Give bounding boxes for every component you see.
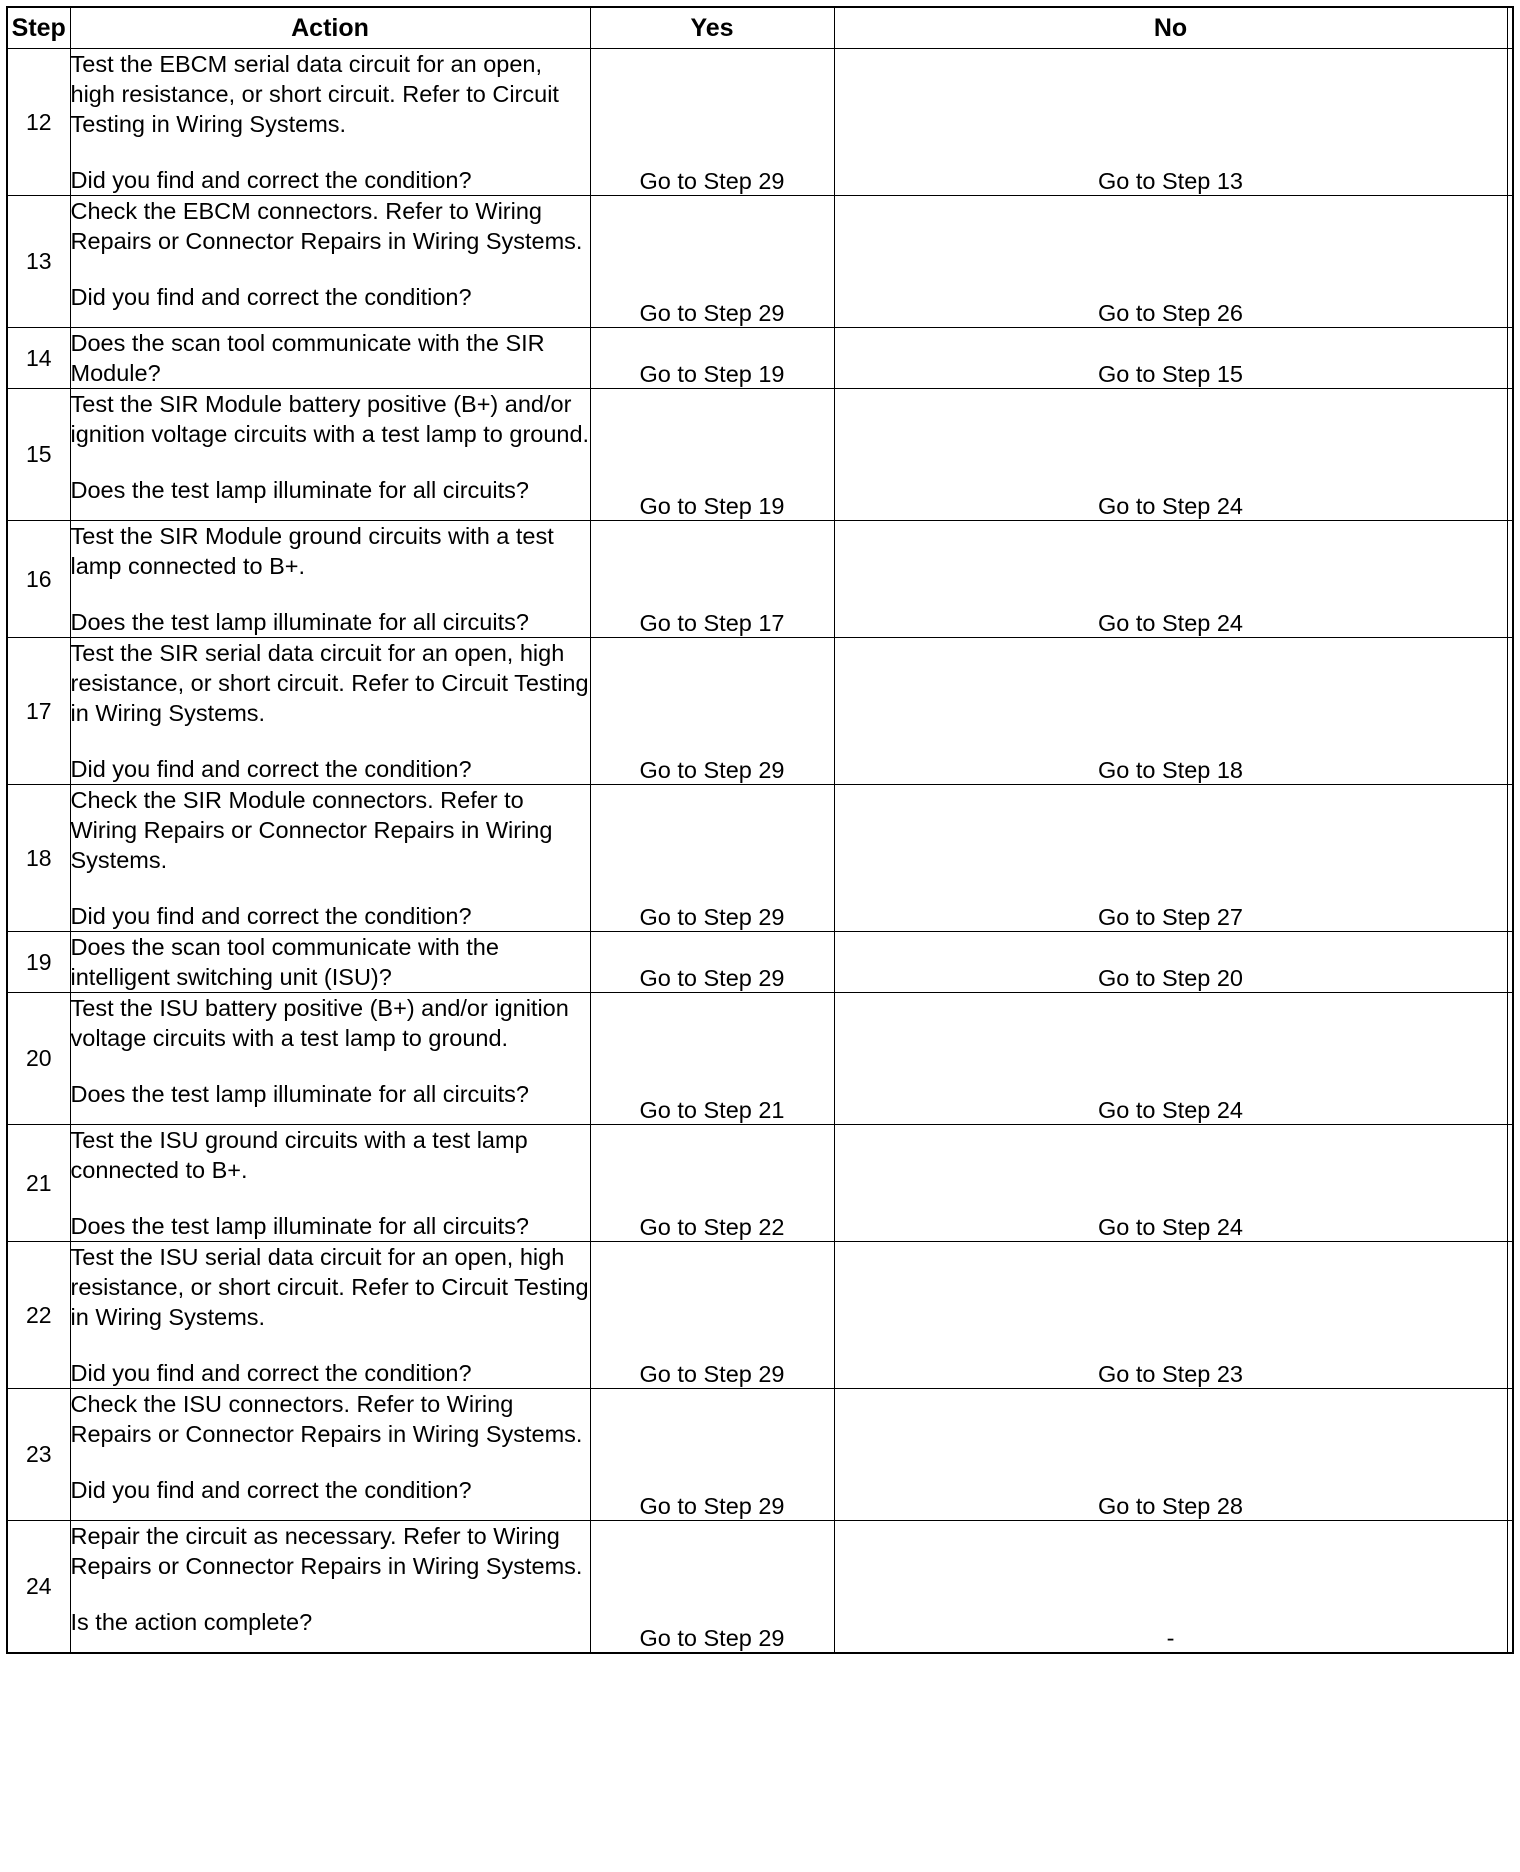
step-number: 18 <box>7 785 70 932</box>
diagnostic-table <box>6 6 1514 1654</box>
table-row <box>7 1242 1513 1389</box>
no-result: Go to Step 26 <box>834 196 1507 328</box>
action-text: Test the EBCM serial data circuit for an open, high resistance, or short circuit. Refer to Circuit Testing in Wiring Systems. <box>70 51 559 137</box>
action-question: Does the test lamp illuminate for all circuits? <box>70 1081 529 1107</box>
header-tail <box>1507 7 1513 49</box>
action-question: Did you find and correct the condition? <box>70 167 472 193</box>
step-number: 23 <box>7 1389 70 1521</box>
step-number: 13 <box>7 196 70 328</box>
yes-result: Go to Step 29 <box>590 638 834 785</box>
step-number: 12 <box>7 49 70 196</box>
action-cell <box>70 785 590 932</box>
action-question: Does the test lamp illuminate for all circuits? <box>70 1213 529 1239</box>
row-tail <box>1507 638 1513 785</box>
diagnostic-table-container <box>6 6 1514 1654</box>
no-result: Go to Step 28 <box>834 1389 1507 1521</box>
no-result: - <box>834 1521 1507 1653</box>
no-result: Go to Step 24 <box>834 993 1507 1125</box>
yes-result: Go to Step 19 <box>590 389 834 521</box>
no-result: Go to Step 24 <box>834 1125 1507 1242</box>
row-tail <box>1507 932 1513 993</box>
table-row <box>7 521 1513 638</box>
no-result: Go to Step 27 <box>834 785 1507 932</box>
yes-result: Go to Step 22 <box>590 1125 834 1242</box>
yes-result: Go to Step 21 <box>590 993 834 1125</box>
row-tail <box>1507 1521 1513 1653</box>
action-question: Does the scan tool communicate with the intelligent switching unit (ISU)? <box>70 934 499 990</box>
table-row <box>7 785 1513 932</box>
step-number: 22 <box>7 1242 70 1389</box>
step-number: 21 <box>7 1125 70 1242</box>
table-row <box>7 389 1513 521</box>
action-text: Repair the circuit as necessary. Refer to Wiring Repairs or Connector Repairs in Wiring Systems. <box>70 1523 583 1579</box>
yes-result: Go to Step 29 <box>590 1242 834 1389</box>
action-text: Test the ISU ground circuits with a test lamp connected to B+. <box>70 1127 528 1183</box>
header-action: Action <box>70 7 590 49</box>
yes-result: Go to Step 29 <box>590 49 834 196</box>
action-cell <box>70 1389 590 1521</box>
row-tail <box>1507 1125 1513 1242</box>
action-cell <box>70 1242 590 1389</box>
action-question: Does the scan tool communicate with the SIR Module? <box>70 330 545 386</box>
table-row <box>7 1389 1513 1521</box>
table-row <box>7 932 1513 993</box>
action-question: Did you find and correct the condition? <box>70 284 472 310</box>
step-number: 15 <box>7 389 70 521</box>
row-tail <box>1507 49 1513 196</box>
yes-result: Go to Step 29 <box>590 1389 834 1521</box>
action-text: Test the SIR Module ground circuits with a test lamp connected to B+. <box>70 523 554 579</box>
action-text: Check the EBCM connectors. Refer to Wiring Repairs or Connector Repairs in Wiring Systems. <box>70 198 583 254</box>
row-tail <box>1507 1389 1513 1521</box>
row-tail <box>1507 389 1513 521</box>
table-row <box>7 328 1513 389</box>
row-tail <box>1507 328 1513 389</box>
row-tail <box>1507 196 1513 328</box>
header-step: Step <box>7 7 70 49</box>
no-result: Go to Step 18 <box>834 638 1507 785</box>
table-row <box>7 638 1513 785</box>
yes-result: Go to Step 29 <box>590 932 834 993</box>
action-question: Did you find and correct the condition? <box>70 1477 472 1503</box>
action-question: Does the test lamp illuminate for all circuits? <box>70 609 529 635</box>
action-text: Check the SIR Module connectors. Refer to Wiring Repairs or Connector Repairs in Wiring Systems. <box>70 787 553 873</box>
yes-result: Go to Step 29 <box>590 1521 834 1653</box>
table-row <box>7 196 1513 328</box>
table-row <box>7 1125 1513 1242</box>
action-question: Does the test lamp illuminate for all circuits? <box>70 477 529 503</box>
no-result: Go to Step 13 <box>834 49 1507 196</box>
action-cell <box>70 328 590 389</box>
yes-result: Go to Step 29 <box>590 785 834 932</box>
table-header-row <box>7 7 1513 49</box>
action-question: Did you find and correct the condition? <box>70 903 472 929</box>
no-result: Go to Step 15 <box>834 328 1507 389</box>
no-result: Go to Step 23 <box>834 1242 1507 1389</box>
action-text: Test the SIR Module battery positive (B+) and/or ignition voltage circuits with a test lamp to ground. <box>70 391 590 447</box>
step-number: 24 <box>7 1521 70 1653</box>
action-cell <box>70 638 590 785</box>
action-question: Did you find and correct the condition? <box>70 1360 472 1386</box>
action-cell <box>70 521 590 638</box>
yes-result: Go to Step 17 <box>590 521 834 638</box>
step-number: 14 <box>7 328 70 389</box>
table-row <box>7 1521 1513 1653</box>
no-result: Go to Step 24 <box>834 521 1507 638</box>
action-text: Check the ISU connectors. Refer to Wiring Repairs or Connector Repairs in Wiring Systems. <box>70 1391 583 1447</box>
action-cell <box>70 389 590 521</box>
row-tail <box>1507 993 1513 1125</box>
action-cell <box>70 196 590 328</box>
step-number: 20 <box>7 993 70 1125</box>
action-text: Test the SIR serial data circuit for an open, high resistance, or short circuit. Refer to Circuit Testing in Wiring Systems. <box>70 640 589 726</box>
row-tail <box>1507 521 1513 638</box>
no-result: Go to Step 20 <box>834 932 1507 993</box>
action-cell <box>70 932 590 993</box>
row-tail <box>1507 1242 1513 1389</box>
no-result: Go to Step 24 <box>834 389 1507 521</box>
table-row <box>7 49 1513 196</box>
action-cell <box>70 1125 590 1242</box>
row-tail <box>1507 785 1513 932</box>
action-cell <box>70 49 590 196</box>
step-number: 17 <box>7 638 70 785</box>
action-cell <box>70 993 590 1125</box>
header-yes: Yes <box>590 7 834 49</box>
table-row <box>7 993 1513 1125</box>
action-text: Test the ISU serial data circuit for an open, high resistance, or short circuit. Refer to Circuit Testing in Wiring Systems. <box>70 1244 589 1330</box>
yes-result: Go to Step 29 <box>590 196 834 328</box>
yes-result: Go to Step 19 <box>590 328 834 389</box>
action-cell <box>70 1521 590 1653</box>
header-no: No <box>834 7 1507 49</box>
step-number: 19 <box>7 932 70 993</box>
action-text: Test the ISU battery positive (B+) and/or ignition voltage circuits with a test lamp to ground. <box>70 995 569 1051</box>
step-number: 16 <box>7 521 70 638</box>
action-question: Did you find and correct the condition? <box>70 756 472 782</box>
action-question: Is the action complete? <box>70 1609 313 1635</box>
